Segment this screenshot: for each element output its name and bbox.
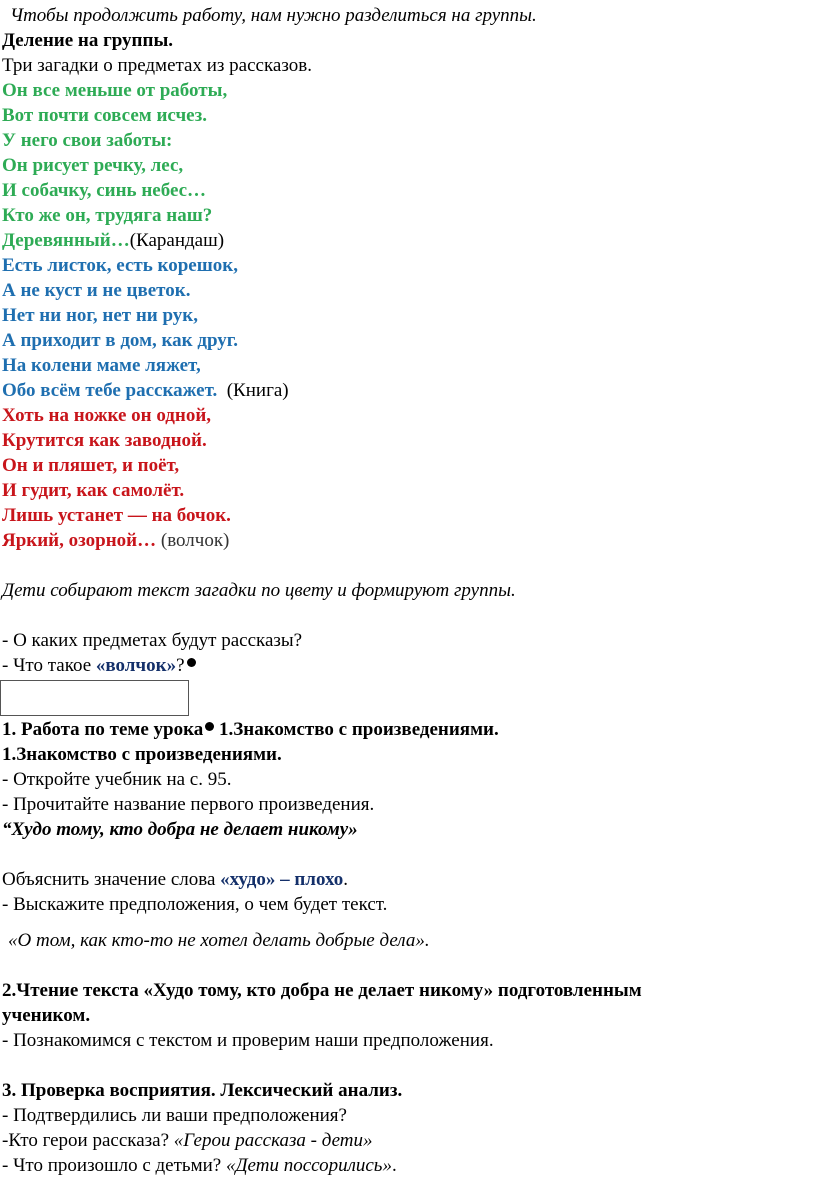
section3-answer: «Дети поссорились» bbox=[225, 1155, 392, 1176]
question-1: - О каких предметах будут рассказы? bbox=[2, 630, 303, 651]
riddle2-line: На колени маме ляжет, bbox=[2, 355, 201, 376]
riddle2-last-line bbox=[2, 379, 289, 403]
meaning-line bbox=[2, 868, 348, 892]
question-2-suffix: ? bbox=[176, 655, 185, 676]
riddle3-line: Лишь устанет — на бочок. bbox=[2, 505, 231, 526]
section1-line: - Прочитайте название первого произведения. bbox=[2, 794, 375, 815]
riddle3-last: Яркий, озорной… bbox=[2, 530, 157, 551]
section1-subtitle: 1.Знакомство с произведениями. bbox=[2, 744, 282, 765]
section3-title: 3. Проверка восприятия. Лексический анализ. bbox=[2, 1080, 403, 1101]
riddle3-line: И гудит, как самолёт. bbox=[2, 480, 185, 501]
question-2-prefix: - Что такое bbox=[2, 655, 96, 676]
section1-line: - Откройте учебник на с. 95. bbox=[2, 769, 232, 790]
riddle3-last-line bbox=[2, 529, 229, 553]
section3-question: - Что произошло с детьми? bbox=[2, 1155, 226, 1176]
riddle2-line: А не куст и не цветок. bbox=[2, 280, 191, 301]
riddle2-line: Нет ни ног, нет ни рук, bbox=[2, 305, 198, 326]
riddle2-answer: (Книга) bbox=[226, 380, 289, 401]
section1-title-text: 1. Работа по теме урока bbox=[2, 719, 204, 740]
section3-question: -Кто герои рассказа? bbox=[2, 1130, 174, 1151]
section3-suffix: . bbox=[391, 1155, 397, 1176]
story-title-quote: “Худо тому, кто добра не делает никому» bbox=[2, 819, 358, 840]
section1-title bbox=[2, 718, 499, 742]
instruction-text: Дети собирают текст загадки по цвету и формируют группы. bbox=[2, 580, 516, 601]
riddle3-line: Хоть на ножке он одной, bbox=[2, 405, 212, 426]
question-2-word: «волчок» bbox=[95, 655, 177, 676]
section2-title-line2: учеником. bbox=[2, 1005, 91, 1026]
section3-answer: «Герои рассказа - дети» bbox=[173, 1130, 373, 1151]
riddle1-last: Деревянный… bbox=[2, 230, 130, 251]
riddle1-line: Он все меньше от работы, bbox=[2, 80, 228, 101]
riddle2-line: Есть листок, есть корешок, bbox=[2, 255, 238, 276]
section3-line bbox=[2, 1129, 372, 1153]
guess-answer: «О том, как кто-то не хотел делать добрые дела». bbox=[8, 930, 430, 951]
bullet-dot-icon bbox=[187, 658, 196, 667]
section2-title-line1: 2.Чтение текста «Худо тому, кто добра не делает никому» подготовленным bbox=[2, 980, 642, 1001]
section3-line bbox=[2, 1154, 397, 1178]
riddle1-line: Кто же он, трудяга наш? bbox=[2, 205, 213, 226]
meaning-prefix: Объяснить значение слова bbox=[2, 869, 221, 890]
intro-text: Чтобы продолжить работу, нам нужно разделиться на группы. bbox=[10, 5, 537, 26]
riddle1-last-line bbox=[2, 229, 224, 253]
section1-title-tail: 1.Знакомство с произведениями. bbox=[214, 719, 499, 740]
riddle3-line: Крутится как заводной. bbox=[2, 430, 207, 451]
riddle3-line: Он и пляшет, и поёт, bbox=[2, 455, 180, 476]
riddle2-line: А приходит в дом, как друг. bbox=[2, 330, 239, 351]
meaning-suffix: . bbox=[343, 869, 348, 890]
bullet-dot-icon bbox=[205, 722, 214, 731]
meaning-word: «худо» – плохо bbox=[220, 869, 344, 890]
riddle1-line: Он рисует речку, лес, bbox=[2, 155, 184, 176]
question-2 bbox=[2, 654, 196, 678]
riddle1-line: И собачку, синь небес… bbox=[2, 180, 207, 201]
guess-line: - Выскажите предположения, о чем будет текст. bbox=[2, 894, 388, 915]
section3-line: - Подтвердились ли ваши предположения? bbox=[2, 1105, 347, 1126]
riddles-intro: Три загадки о предметах из рассказов. bbox=[2, 55, 312, 76]
riddle1-line: Вот почти совсем исчез. bbox=[2, 105, 207, 126]
section-title: Деление на группы. bbox=[2, 30, 174, 51]
empty-frame bbox=[0, 680, 189, 716]
riddle1-line: У него свои заботы: bbox=[2, 130, 173, 151]
riddle3-answer: (волчок) bbox=[160, 530, 230, 551]
section2-line: - Познакомимся с текстом и проверим наши предположения. bbox=[2, 1030, 494, 1051]
riddle2-last: Обо всём тебе расскажет. bbox=[2, 380, 218, 401]
riddle1-answer: (Карандаш) bbox=[129, 230, 225, 251]
